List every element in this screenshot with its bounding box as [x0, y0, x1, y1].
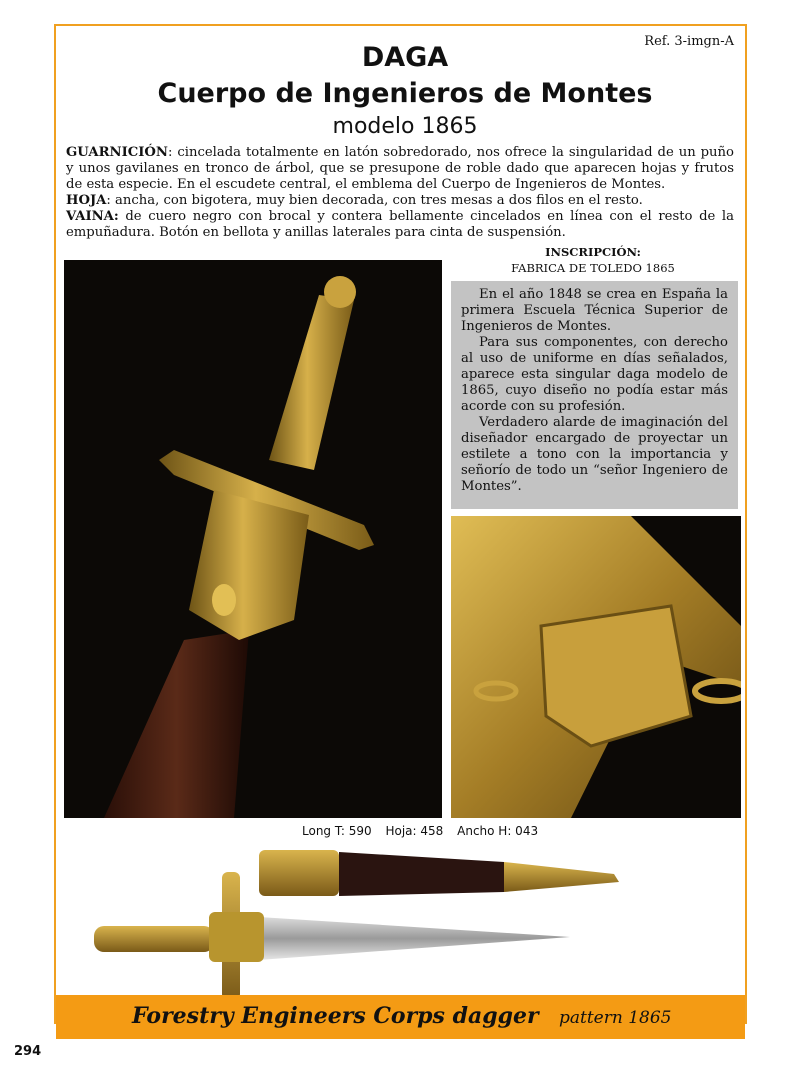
vaina-text: de cuero negro con brocal y contera bellamente cincelados en línea con el resto de la empuñadura. Botón en bellota y anillas laterales para cinta de suspensión. — [66, 209, 734, 240]
title-model: modelo 1865 — [332, 114, 478, 139]
dagger-and-scabbard-photo — [84, 842, 644, 1000]
reference-code: Ref. 3-imgn-A — [644, 34, 734, 49]
guarnicion-label: GUARNICIÓN — [66, 145, 168, 160]
guarnicion-paragraph — [66, 145, 734, 193]
hilt-width: Ancho H: 043 — [457, 824, 539, 838]
inscription-text: FABRICA DE TOLEDO 1865 — [511, 261, 675, 275]
vaina-label: VAINA: — [66, 209, 119, 224]
hoja-text: : ancha, con bigotera, muy bien decorada, con tres mesas a dos filos en el resto. — [106, 193, 643, 208]
dimensions-line — [302, 824, 548, 838]
banner-title: Forestry Engineers Corps dagger — [132, 1003, 539, 1029]
inscription-heading: INSCRIPCIÓN: — [545, 245, 641, 259]
history-box — [451, 281, 738, 509]
banner-pattern: pattern 1865 — [559, 1008, 672, 1028]
page-number: 294 — [14, 1044, 42, 1059]
title-corps: Cuerpo de Ingenieros de Montes — [157, 78, 653, 109]
dagger-hilt-photo — [64, 260, 442, 818]
history-paragraph-1: En el año 1848 se crea en España la primera Escuela Técnica Superior de Ingenieros de Montes. — [461, 287, 728, 334]
hoja-label: HOJA — [66, 193, 107, 208]
history-paragraph-3: Verdadero alarde de imaginación del diseñador encargado de proyectar un estilete a tono con la importancia y señorío de todo un “señor Ingeniero de Montes”. — [461, 415, 728, 494]
description-block — [66, 145, 734, 241]
guarnicion-text: : cincelada totalmente en latón sobredorado, nos ofrece la singularidad de un puño y unos gavilanes en tronco de árbol, que se presupone de roble dado que aparecen hojas y frutos de esta especie. En el escudete central, el emblema del Cuerpo de Ingenieros de Montes. — [66, 145, 734, 192]
blade-length: Hoja: 458 — [385, 824, 444, 838]
history-paragraph-2: Para sus componentes, con derecho al uso de uniforme en días señalados, aparece esta singular daga modelo de 1865, cuyo diseño no podía estar más acorde con su profesión. — [461, 335, 728, 414]
title-daga: DAGA — [361, 42, 449, 73]
vaina-paragraph — [66, 209, 734, 241]
escutcheon-closeup-photo — [451, 516, 741, 818]
hoja-paragraph — [66, 193, 734, 209]
length-total: Long T: 590 — [302, 824, 372, 838]
